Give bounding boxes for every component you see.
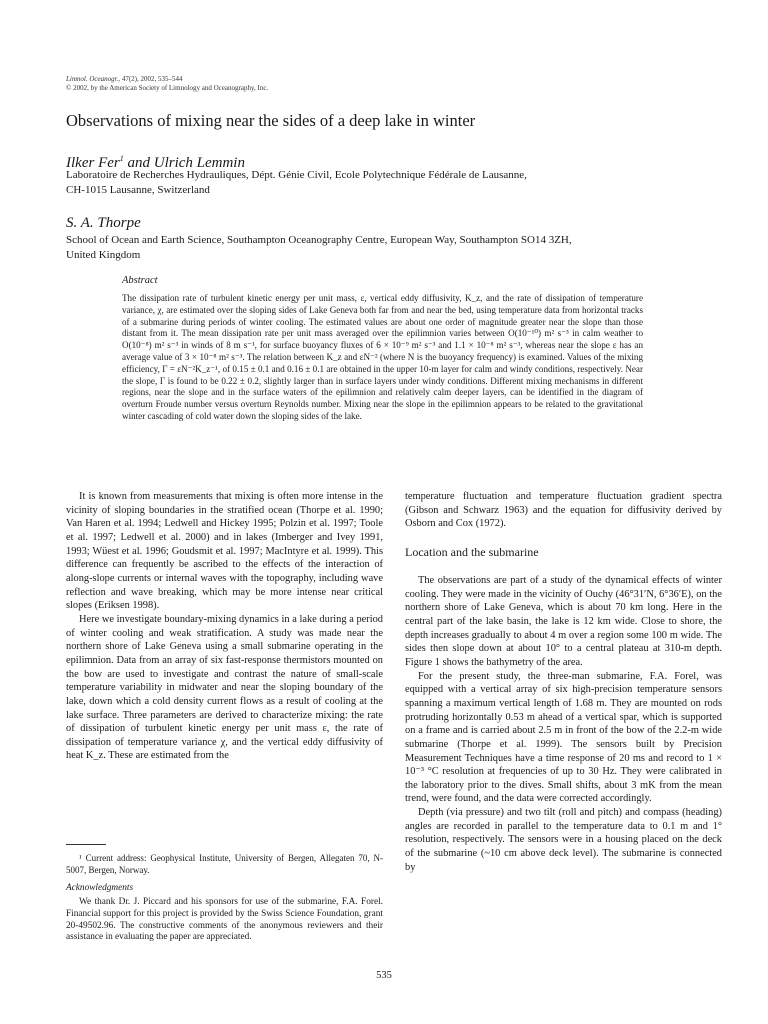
- right-column: [405, 490, 722, 874]
- abstract-heading: Abstract: [122, 275, 158, 286]
- location-paragraph-2: For the present study, the three-man submarine, F.A. Forel, was equipped with a vertical array of six high-precision temperature sensors spanning a maximum vertical length of 1.68 m. They are mounted on rods protruding horizontally 0.53 m ahead of a vertical spar, which is supported on a frame and is carried about 2.5 m in front of the bow of the 2.2-m wide submarine (Thorpe et al. 1999). The sensors built by Precision Measurement Techniques have a time response of 20 ms and record to 1 × 10⁻³ °C resolution at frequencies of up to 30 Hz. They were calibrated in the laboratory prior to the dives. Small shifts, about 3 mK from the mean trend, were found, and the data were corrected accordingly.: [405, 670, 722, 805]
- continued-paragraph: temperature fluctuation and temperature fluctuation gradient spectra (Gibson and Schwarz 1963) and the equation for diffusivity derived by Osborn and Cox (1972).: [405, 491, 722, 530]
- location-paragraph-1: The observations are part of a study of the dynamical effects of winter cooling. They were made in the vicinity of Ouchy (46°31′N, 6°36′E), on the northern shore of Lake Geneva, which is about 70 km long. Here in the central part of the lake basin, the lake is 12 km wide. Close to shore, the depth increases gradually to about 4 m over a region some 100 m wide. The sides then slope down at about 10° to a central plateau at 310-m depth. Figure 1 shows the bathymetry of the area.: [405, 574, 722, 668]
- acknowledgments-text: We thank Dr. J. Piccard and his sponsors for use of the submarine, F.A. Forel. Financial support for this project is provided by the Swiss Science Foundation, grant 20-49502.96. The constructive comments of the anonymous reviewers and their assistance in evaluating the paper are appreciated.: [66, 897, 383, 943]
- affiliation-2-line-1: School of Ocean and Earth Science, Southampton Oceanography Centre, European Way, Southampton SO14 3ZH,: [66, 234, 572, 246]
- affiliation-1-line-1: Laboratoire de Recherches Hydrauliques, Dépt. Génie Civil, Ecole Polytechnique Fédérale de Lausanne,: [66, 169, 527, 181]
- author-thorpe: S. A. Thorpe: [66, 215, 141, 231]
- footnote: [66, 853, 383, 876]
- copyright-line: © 2002, by the American Society of Limnology and Oceanography, Inc.: [66, 84, 269, 92]
- intro-paragraph-1: It is known from measurements that mixing is often more intense in the vicinity of sloping boundaries in the stratified ocean (Thorpe et al. 1990; Van Haren et al. 1994; Ledwell and Hickey 1995; Polzin et al. 1997; Toole et al. 1997; Ledwell et al. 2000) and in lakes (Imberger and Ivey 1991, 1993; Wüest et al. 1996; Goudsmit et al. 1997; MacIntyre et al. 1999). This difference can frequently be ascribed to the effects of the interaction of along-slope currents or internal waves with the topography, including wave reflection and wave breaking, which may be more intense near critical slopes (Eriksen 1998).: [66, 491, 383, 612]
- journal-citation: [66, 75, 268, 93]
- footnote-marker: 1: [119, 154, 124, 163]
- affiliation-2: [66, 233, 706, 263]
- acknowledgments-heading: Acknowledgments: [66, 883, 134, 893]
- author-lemmin: and Ulrich Lemmin: [123, 155, 245, 171]
- paper-title: Observations of mixing near the sides of a deep lake in winter: [66, 111, 476, 130]
- author-fer: Ilker Fer: [66, 155, 120, 171]
- abstract-text: The dissipation rate of turbulent kinetic energy per unit mass, ε, vertical eddy diffusivity, K_z, and the rate of dissipation of temperature variance, χ, are estimated over the sloping sides of Lake Geneva both far from and near the bed, using temperature data from horizontal tracks of a submarine during periods of winter cooling. The estimated values are about one order of magnitude greater near the slope than those distant from it. The mean dissipation rate per unit mass averaged over the epilimnion varies between O(10⁻¹⁰) m² s⁻³ in calm weather to O(10⁻⁸) m² s⁻³ in winds of 8 m s⁻¹, for surface buoyancy fluxes of 6 × 10⁻⁹ m² s⁻³ and 1.1 × 10⁻⁸ m² s⁻³, whereas near the slope ε has an average value of 3 × 10⁻⁸ m² s⁻³. The relation between K_z and εN⁻² (where N is the buoyancy frequency) is examined. Values of the mixing efficiency, Γ = εN⁻²K_z⁻¹, of 0.15 ± 0.1 and 0.16 ± 0.1 are obtained in the upper 10-m layer for calm and windy conditions, respectively. Near the slope, Γ is found to be 0.22 ± 0.2, slightly larger than in surface layers under windy conditions. Different mixing mechanisms in different regions, near the slope and in the surface waters of the epilimnion and relatively calm deeper layers, can be identified in the diagram of overturn Froude number versus overturn Reynolds number. Mixing near the slope in the epilimnion appears to be related to the gravitational winter cascading of cold water down the sloping sides of the lake.: [122, 293, 643, 421]
- acknowledgments: [66, 897, 383, 944]
- page-number: 535: [376, 970, 392, 981]
- journal-issue: 47(2), 2002, 535–544: [120, 75, 183, 83]
- affiliation-2-line-2: United Kingdom: [66, 249, 141, 261]
- section-heading: Location and the submarine: [405, 544, 539, 559]
- intro-paragraph-2: Here we investigate boundary-mixing dynamics in a lake during a period of winter cooling and weak stratification. A study was made near the northern shore of Lake Geneva using a small submarine operating in the epilimnion. Data from an array of six fast-response thermistors mounted on the bow are used to investigate and contrast the nature of small-scale temperature variability in midwater and near the sloping boundary of the lake, down which a cold density current flows as a result of cooling at the lake surface. Three parameters are derived to characterize mixing: the rate of dissipation of turbulent kinetic energy per unit mass ε, the rate of dissipation of temperature variance χ, and the vertical eddy diffusivity of heat K_z. These are estimated from the: [66, 613, 383, 762]
- affiliation-1: [66, 168, 706, 198]
- affiliation-1-line-2: CH-1015 Lausanne, Switzerland: [66, 184, 210, 196]
- location-paragraph-3: Depth (via pressure) and two tilt (roll and pitch) and compass (heading) angles are recorded in parallel to the temperature data to 0.1 m and 1° resolution, respectively. The sensors were in a housing placed on the deck of the submarine (~10 cm above deck level). The submarine is connected by: [405, 807, 722, 873]
- left-column: [66, 490, 383, 763]
- footnote-rule: [66, 844, 106, 845]
- footnote-text: ¹ Current address: Geophysical Institute, University of Bergen, Allegaten 70, N-5007, Bergen, Norway.: [66, 853, 383, 875]
- journal-name: Limnol. Oceanogr.,: [66, 75, 121, 83]
